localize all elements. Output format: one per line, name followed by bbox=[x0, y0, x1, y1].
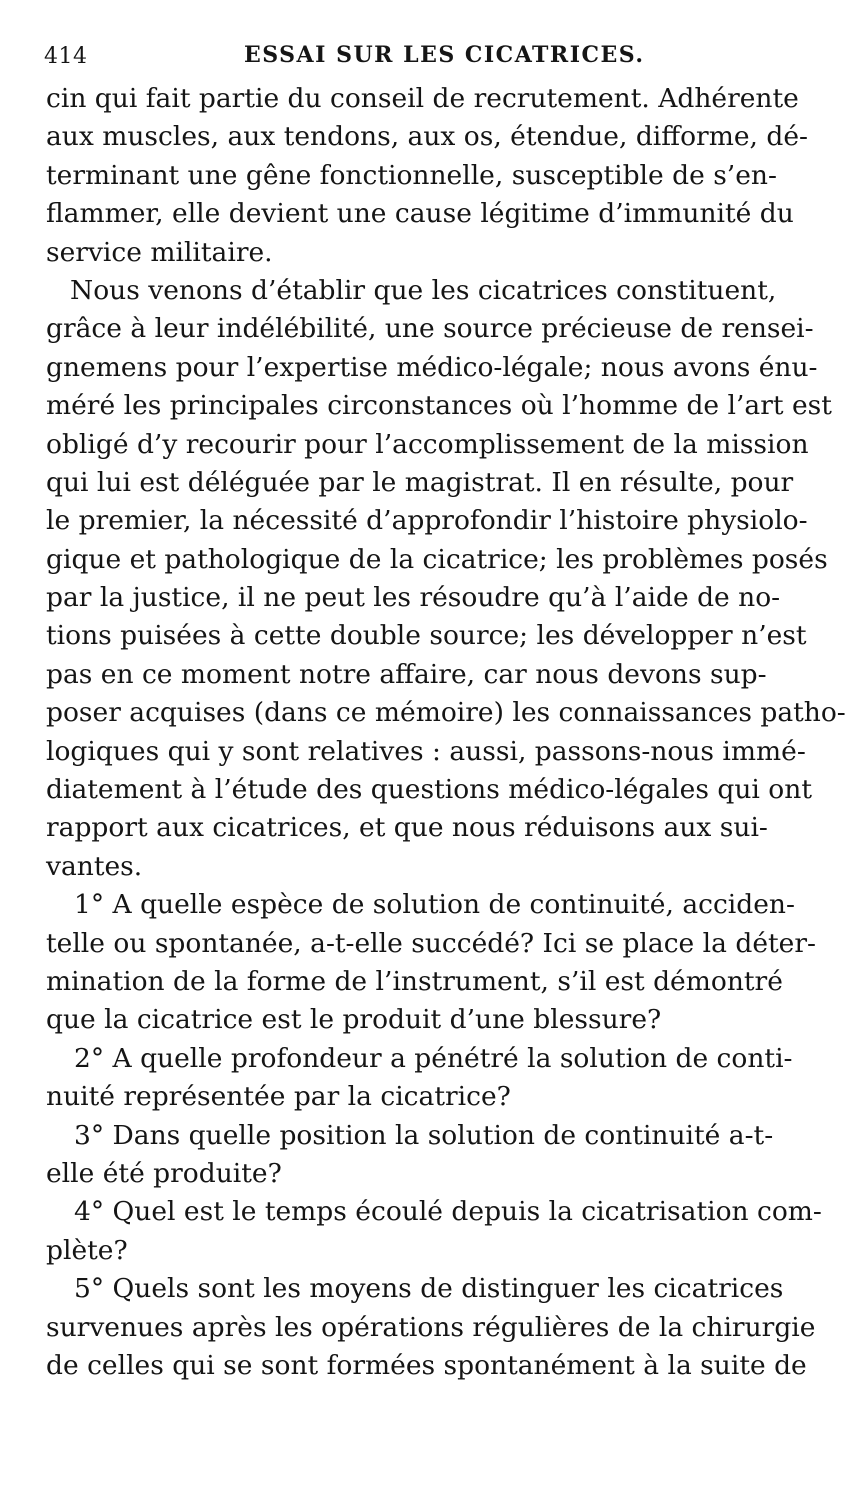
text-line: grâce à leur indélébilité, une source précieuse de rensei- bbox=[46, 313, 814, 345]
body-text bbox=[46, 80, 846, 1385]
text-line: gique et pathologique de la cicatrice; les problèmes posés bbox=[46, 543, 828, 575]
text-line: que la cicatrice est le produit d’une blessure? bbox=[46, 1004, 662, 1036]
text-line: cin qui fait partie du conseil de recrutement. Adhérente bbox=[46, 83, 799, 114]
text-line: 3° Dans quelle position la solution de continuité a-t- bbox=[74, 1119, 774, 1151]
text-line: plète? bbox=[46, 1234, 128, 1266]
text-line: de celles qui se sont formées spontanément à la suite de bbox=[46, 1349, 807, 1381]
text-line: 4° Quel est le temps écoulé depuis la cicatrisation com- bbox=[74, 1196, 822, 1228]
page-number: 414 bbox=[44, 44, 88, 69]
text-line: flammer, elle devient une cause légitime d’immunité du bbox=[46, 198, 794, 230]
text-line: rapport aux cicatrices, et que nous réduisons aux sui- bbox=[46, 812, 768, 844]
text-line: qui lui est déléguée par le magistrat. Il en résulte, pour bbox=[46, 466, 794, 498]
text-line: tions puisées à cette double source; les développer n’est bbox=[46, 620, 807, 652]
text-line: gnemens pour l’expertise médico-légale; nous avons énu- bbox=[46, 351, 818, 383]
text-line: par la justice, il ne peut les résoudre qu’à l’aide de no- bbox=[46, 582, 781, 614]
text-line: 2° A quelle profondeur a pénétré la solution de conti- bbox=[74, 1042, 793, 1074]
text-line: aux muscles, aux tendons, aux os, étendue, difforme, dé- bbox=[46, 121, 808, 153]
text-line: Nous venons d’établir que les cicatrices constituent, bbox=[70, 274, 777, 306]
text-line: vantes. bbox=[46, 850, 143, 882]
running-title: ESSAI SUR LES CICATRICES. bbox=[244, 42, 645, 68]
text-line: poser acquises (dans ce mémoire) les connaissances patho- bbox=[46, 697, 846, 729]
text-line: mination de la forme de l’instrument, s’il est démontré bbox=[46, 965, 783, 997]
text-line: survenues après les opérations régulières de la chirurgie bbox=[46, 1311, 816, 1343]
text-line: telle ou spontanée, a-t-elle succédé? Ici se place la déter- bbox=[46, 927, 816, 959]
text-line: obligé d’y recourir pour l’accomplissement de la mission bbox=[46, 428, 809, 460]
text-line: nuité représentée par la cicatrice? bbox=[46, 1081, 511, 1113]
text-line: elle été produite? bbox=[46, 1157, 282, 1189]
text-line: 5° Quels sont les moyens de distinguer les cicatrices bbox=[74, 1273, 784, 1305]
text-line: logiques qui y sont relatives : aussi, passons-nous immé- bbox=[46, 735, 806, 767]
text-line: 1° A quelle espèce de solution de continuité, acciden- bbox=[74, 889, 795, 921]
page-header bbox=[44, 36, 760, 76]
text-line: pas en ce moment notre affaire, car nous devons sup- bbox=[46, 658, 767, 690]
text-line: terminant une gêne fonctionnelle, susceptible de s’en- bbox=[46, 159, 777, 191]
text-line: diatement à l’étude des questions médico-légales qui ont bbox=[46, 774, 812, 806]
text-line: le premier, la nécessité d’approfondir l’histoire physiolo- bbox=[46, 505, 808, 537]
text-line: méré les principales circonstances où l’homme de l’art est bbox=[46, 390, 832, 422]
text-line: service militaire. bbox=[46, 236, 273, 268]
